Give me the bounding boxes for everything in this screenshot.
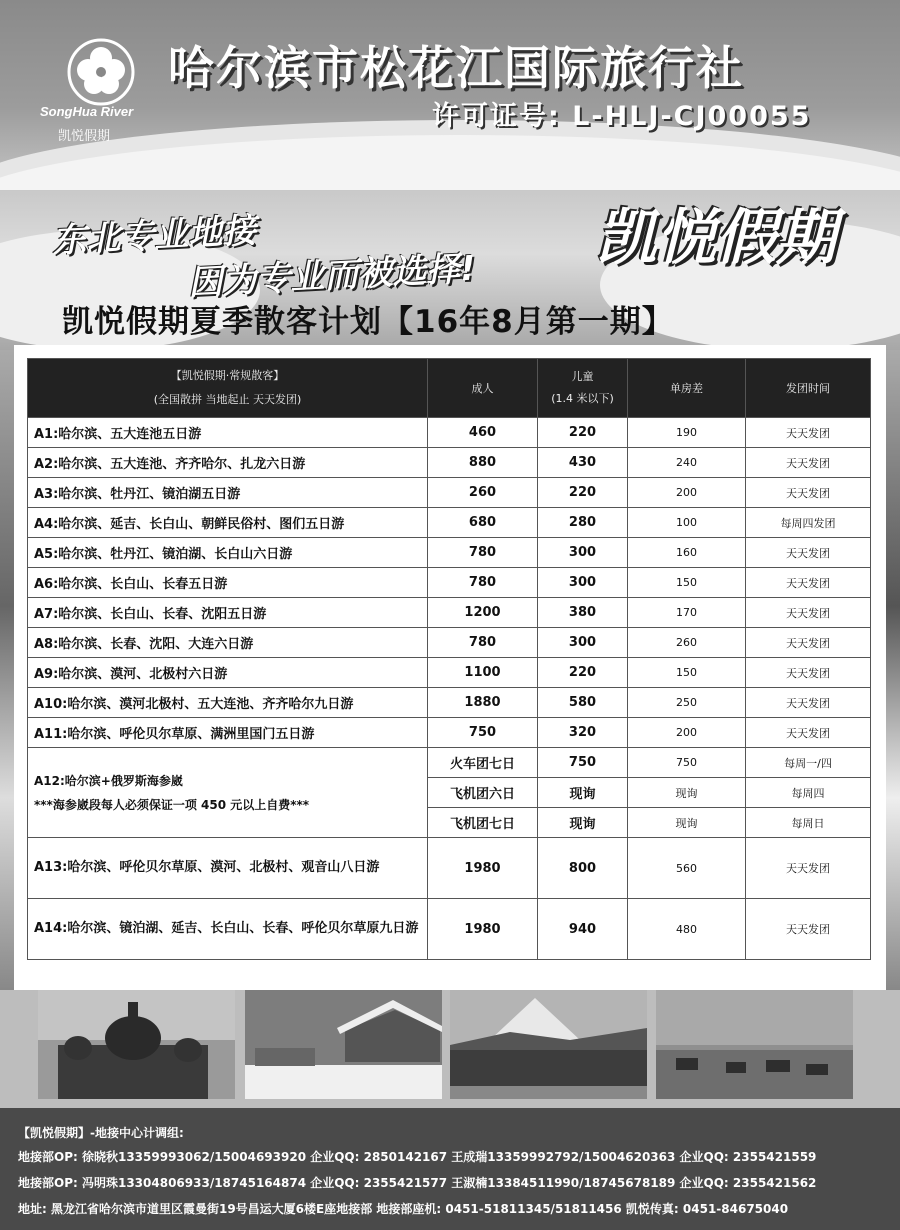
side-scenery	[886, 350, 900, 990]
price-child: 940	[538, 899, 628, 960]
a12-option-price: 现询	[538, 808, 628, 838]
departure-schedule: 天天发团	[746, 718, 871, 748]
table-row-a13	[28, 838, 871, 899]
a12-option-single: 750	[628, 748, 746, 778]
table-row	[28, 568, 871, 598]
price-adult: 260	[428, 478, 538, 508]
table-row-a12	[28, 748, 871, 778]
route-name: A1:哈尔滨、五大连池五日游	[28, 418, 428, 448]
price-adult: 780	[428, 568, 538, 598]
photo-snow-village	[245, 990, 442, 1099]
route-name: A9:哈尔滨、漠河、北极村六日游	[28, 658, 428, 688]
photo-mountain-lake	[450, 990, 647, 1099]
hero-banner	[0, 190, 900, 350]
price-table-panel	[14, 345, 886, 990]
table-row	[28, 718, 871, 748]
price-child: 280	[538, 508, 628, 538]
price-child: 580	[538, 688, 628, 718]
route-name: A2:哈尔滨、五大连池、齐齐哈尔、扎龙六日游	[28, 448, 428, 478]
footer-address: 地址: 黑龙江省哈尔滨市道里区霞曼街19号昌运大厦6楼E座地接部 地接部座机: 0451-51811345/51811456 凯悦传真: 0451-84675040	[18, 1202, 789, 1216]
slogan-secondary: 因为专业而被选择!	[187, 248, 477, 304]
table-row	[28, 658, 871, 688]
table-header-row	[28, 359, 871, 418]
header-route-line1: 【凯悦假期·常规散客】	[170, 369, 285, 382]
departure-schedule: 天天发团	[746, 899, 871, 960]
table-row	[28, 598, 871, 628]
table-row	[28, 538, 871, 568]
a12-option-depart: 每周四	[746, 778, 871, 808]
a12-option-type: 飞机团六日	[428, 778, 538, 808]
price-adult: 680	[428, 508, 538, 538]
table-row	[28, 418, 871, 448]
route-a14: A14:哈尔滨、镜泊湖、延吉、长白山、长春、呼伦贝尔草原九日游	[28, 899, 428, 960]
departure-schedule: 天天发团	[746, 838, 871, 899]
price-single-room: 170	[628, 598, 746, 628]
departure-schedule: 天天发团	[746, 418, 871, 448]
price-child: 300	[538, 568, 628, 598]
departure-schedule: 天天发团	[746, 628, 871, 658]
footer-op-line: 地接部OP: 冯明珠13304806933/18745164874 企业QQ: 2355421577 王淑楠13384511990/18745678189 企业QQ: 2355421562	[18, 1176, 817, 1190]
a12-option-single: 现询	[628, 778, 746, 808]
route-a12	[28, 748, 428, 838]
price-single-room: 560	[628, 838, 746, 899]
price-child: 300	[538, 538, 628, 568]
header-departure: 发团时间	[746, 359, 871, 418]
route-name: A10:哈尔滨、漠河北极村、五大连池、齐齐哈尔九日游	[28, 688, 428, 718]
departure-schedule: 天天发团	[746, 658, 871, 688]
price-single-room: 160	[628, 538, 746, 568]
price-adult: 780	[428, 628, 538, 658]
price-adult: 1980	[428, 838, 538, 899]
route-name: A6:哈尔滨、长白山、长春五日游	[28, 568, 428, 598]
header-child	[538, 359, 628, 418]
a12-option-depart: 每周一/四	[746, 748, 871, 778]
photo-strip	[38, 990, 858, 1100]
price-single-room: 200	[628, 478, 746, 508]
header-banner	[0, 0, 900, 195]
price-single-room: 100	[628, 508, 746, 538]
price-single-room: 150	[628, 658, 746, 688]
a12-option-price: 750	[538, 748, 628, 778]
price-child: 800	[538, 838, 628, 899]
route-name: A11:哈尔滨、呼伦贝尔草原、满洲里国门五日游	[28, 718, 428, 748]
table-row	[28, 628, 871, 658]
price-adult: 750	[428, 718, 538, 748]
price-adult: 460	[428, 418, 538, 448]
departure-schedule: 天天发团	[746, 598, 871, 628]
slogan-primary: 东北专业地接	[51, 210, 258, 262]
header-route-line2: (全国散拼 当地起止 天天发团)	[153, 393, 302, 406]
price-child: 320	[538, 718, 628, 748]
company-name: 哈尔滨市松花江国际旅行社	[168, 41, 744, 95]
a12-option-type: 火车团七日	[428, 748, 538, 778]
a12-option-depart: 每周日	[746, 808, 871, 838]
price-child: 220	[538, 658, 628, 688]
route-name: A5:哈尔滨、牡丹江、镜泊湖、长白山六日游	[28, 538, 428, 568]
route-name: A3:哈尔滨、牡丹江、镜泊湖五日游	[28, 478, 428, 508]
price-child: 220	[538, 418, 628, 448]
table-row-a14	[28, 899, 871, 960]
header-route	[28, 359, 428, 418]
price-single-room: 240	[628, 448, 746, 478]
table-body	[28, 418, 871, 748]
route-a12-name: A12:哈尔滨+俄罗斯海参崴	[34, 773, 183, 788]
price-single-room: 200	[628, 718, 746, 748]
table-row	[28, 478, 871, 508]
route-name: A4:哈尔滨、延吉、长白山、朝鲜民俗村、图们五日游	[28, 508, 428, 538]
price-table	[27, 358, 871, 960]
departure-schedule: 天天发团	[746, 568, 871, 598]
header-adult: 成人	[428, 359, 538, 418]
brand-title: 凯悦假期	[596, 203, 836, 273]
departure-schedule: 天天发团	[746, 448, 871, 478]
route-a13: A13:哈尔滨、呼伦贝尔草原、漠河、北极村、观音山八日游	[28, 838, 428, 899]
table-row	[28, 508, 871, 538]
table-row	[28, 688, 871, 718]
departure-schedule: 天天发团	[746, 478, 871, 508]
photo-grassland-horses	[656, 990, 853, 1099]
route-name: A8:哈尔滨、长春、沈阳、大连六日游	[28, 628, 428, 658]
footer-op-line: 地接部OP: 徐晓秋13359993062/15004693920 企业QQ: 2850142167 王成瑞13359992792/15004620363 企业QQ: 2355421559	[18, 1150, 817, 1164]
price-child: 220	[538, 478, 628, 508]
photo-cathedral	[38, 990, 235, 1099]
header-child-note: (1.4 米以下)	[551, 392, 614, 405]
departure-schedule: 天天发团	[746, 688, 871, 718]
price-adult: 1100	[428, 658, 538, 688]
footer-title: 【凯悦假期】-地接中心计调组:	[18, 1126, 184, 1140]
a12-option-price: 现询	[538, 778, 628, 808]
header-child-label: 儿童	[571, 370, 594, 383]
price-child: 300	[538, 628, 628, 658]
price-single-room: 190	[628, 418, 746, 448]
price-single-room: 480	[628, 899, 746, 960]
header-single-room: 单房差	[628, 359, 746, 418]
price-adult: 1200	[428, 598, 538, 628]
license-number: 许可证号: L-HLJ-CJ00055	[432, 101, 812, 132]
contact-footer	[0, 1108, 900, 1230]
price-adult: 780	[428, 538, 538, 568]
route-name: A7:哈尔滨、长白山、长春、沈阳五日游	[28, 598, 428, 628]
price-adult: 880	[428, 448, 538, 478]
departure-schedule: 天天发团	[746, 538, 871, 568]
price-adult: 1880	[428, 688, 538, 718]
route-a12-note: ***海参崴段每人必须保证一项 450 元以上自费***	[34, 797, 310, 812]
price-adult: 1980	[428, 899, 538, 960]
side-scenery	[0, 350, 14, 990]
logo-chinese: 凯悦假期	[58, 129, 111, 144]
price-single-room: 250	[628, 688, 746, 718]
plan-title: 凯悦假期夏季散客计划【16年8月第一期】	[62, 304, 674, 340]
price-single-room: 150	[628, 568, 746, 598]
price-child: 430	[538, 448, 628, 478]
table-row	[28, 448, 871, 478]
a12-option-single: 现询	[628, 808, 746, 838]
a12-option-type: 飞机团七日	[428, 808, 538, 838]
logo-english: SongHua River	[40, 104, 134, 119]
price-single-room: 260	[628, 628, 746, 658]
price-child: 380	[538, 598, 628, 628]
departure-schedule: 每周四发团	[746, 508, 871, 538]
